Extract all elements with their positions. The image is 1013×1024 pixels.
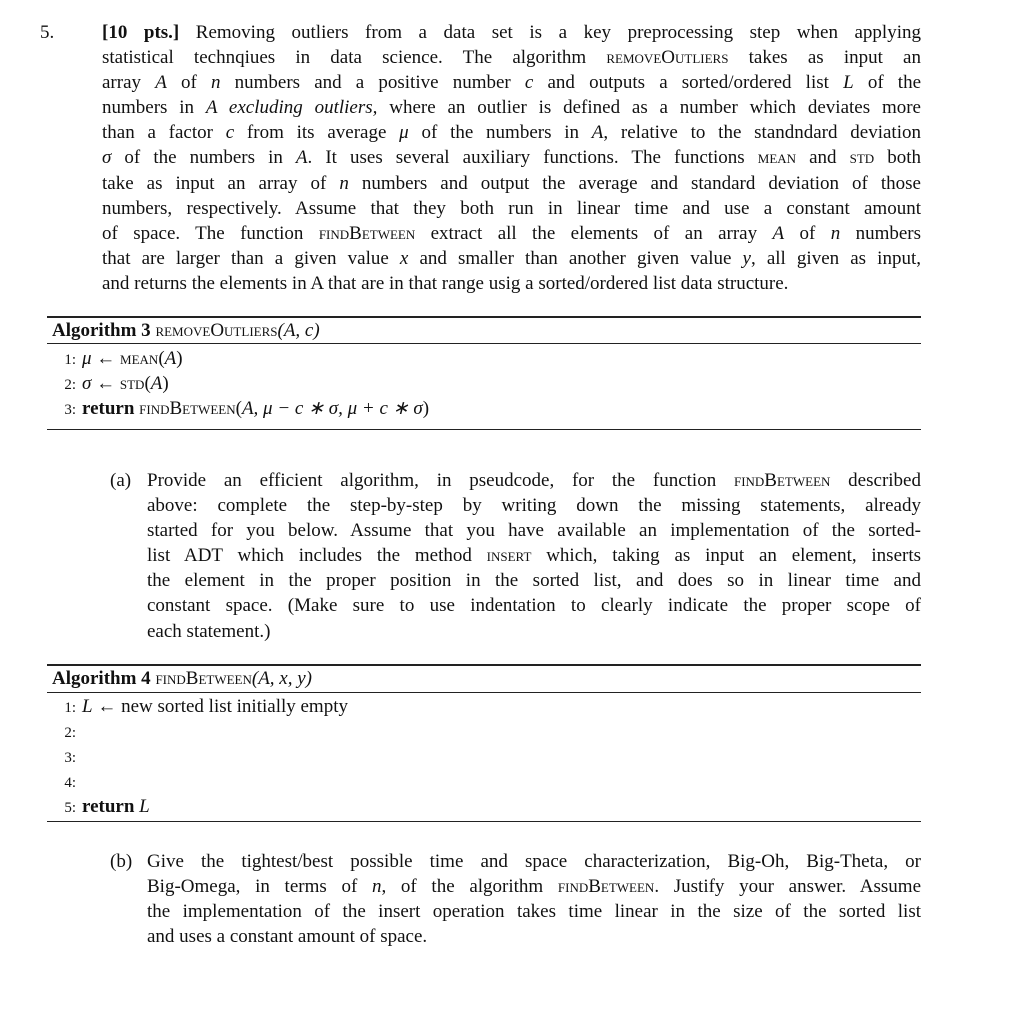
text-segment: return [82,398,140,419]
text-line [147,899,921,924]
text-line [147,849,921,874]
text-segment: started for you below. Assume that you have available an implementation of the sorted- [147,520,921,542]
text-segment: A [155,72,167,94]
algorithm-step [50,694,348,719]
text-segment: A excluding outliers, [205,97,378,119]
line-number: 5: [64,800,76,816]
text-segment: above: complete the step-by-step by writing down the missing statements, already [147,495,921,517]
text-segment: ( [144,373,151,394]
text-segment: of [166,72,211,94]
text-segment: array [102,72,156,94]
algorithm-header-rule [47,343,921,344]
text-segment: mean [120,348,159,369]
text-segment: c [225,122,235,144]
text-line [147,493,921,518]
text-line [102,271,921,296]
part-b-text [147,849,921,949]
text-segment: insert [486,545,532,567]
text-line [102,171,921,196]
text-segment: . It uses several auxiliary functions. The functions [307,147,758,169]
text-line [147,593,921,618]
line-number: 2: [64,725,76,741]
algorithm-step [50,371,169,396]
algorithm-args: (A, c) [277,320,320,341]
line-number: 4: [64,775,76,791]
text-segment: std [119,373,145,394]
text-segment: of space. The function [102,222,319,244]
text-segment: findBetween [318,222,416,244]
algorithm-step [50,769,82,794]
text-segment: of the numbers in [111,147,296,169]
part-a-text [147,468,921,644]
text-line [147,568,921,593]
text-segment: numbers and a positive number [220,72,525,94]
algorithm-label: Algorithm 4 [52,668,151,689]
text-segment: and outputs a sorted/ordered list [533,72,844,94]
text-segment: and smaller than another given value [408,247,743,269]
text-segment: ← [91,373,120,394]
text-segment: from its average [234,122,400,144]
text-segment: removeOutliers [606,47,729,69]
text-segment: and uses a constant amount of space. [147,926,428,948]
text-segment: the element in the proper position in the sorted list, and does so in linear time and [147,570,921,592]
text-segment: L [139,796,150,817]
text-segment: . Justify your answer. Assume [654,876,922,898]
text-segment: ) [162,373,169,394]
text-line [102,246,921,271]
text-segment: takes as input an [728,47,921,69]
problem-statement [102,20,921,296]
problem-number: 5. [40,22,55,43]
text-segment: numbers in [102,97,206,119]
algorithm-4-header [52,666,312,691]
text-segment: , of the algorithm [381,876,558,898]
text-segment: findBetween [733,470,831,491]
text-segment: σ [82,373,92,394]
text-segment: the implementation of the insert operation takes time linear in the size of the sorted list [147,901,921,923]
text-segment: of the numbers in [408,122,592,144]
text-segment: σ [102,147,112,169]
text-line [102,95,921,120]
algorithm-header-rule [47,692,921,693]
text-segment: than a factor [102,122,226,144]
text-segment: Provide an efficient algorithm, in pseudcode, for the function [147,470,734,491]
text-segment: findBetween [557,876,655,898]
text-line [102,20,921,45]
text-segment: list ADT which includes the method [147,545,487,567]
text-segment: ← [91,348,121,369]
text-segment: statistical technqiues in data science. The algorithm [102,47,607,69]
line-number: 3: [64,750,76,766]
text-segment: ( [235,398,242,419]
algorithm-step [50,744,82,769]
algorithm-step [50,794,150,819]
text-line [147,874,921,899]
algorithm-step [50,396,429,421]
text-segment: ( [158,348,165,369]
text-line [102,45,921,70]
text-segment: , all given as input, [750,247,921,269]
text-line [102,145,921,170]
text-segment: Removing outliers from a data set is a key preprocessing step when applying [179,22,921,43]
text-segment: described [830,470,921,491]
text-segment: y [742,247,751,269]
text-segment: where an outlier is defined as a number which deviates more [377,97,921,119]
text-segment: Give the tightest/best possible time and space characterization, Big-Oh, Big-Theta, or [147,851,921,872]
text-segment: constant space. (Make sure to use indentation to clearly indicate the proper scope of [147,595,921,617]
line-number: 1: [64,700,76,716]
text-line [147,468,921,493]
text-segment: numbers, respectively. Assume that they both run in linear time and use a constant amount [102,197,921,219]
text-segment: A [772,222,785,244]
text-line [102,196,921,221]
text-line [147,518,921,543]
text-segment: n [830,222,841,244]
line-number: 2: [64,377,76,393]
text-segment: take as input an array of [102,172,340,194]
algorithm-label: Algorithm 3 [52,320,151,341]
algorithm-3-header [52,318,320,343]
text-segment: extract all the elements of an array [415,222,773,244]
text-line [147,924,921,949]
text-segment: numbers and output the average and standard deviation of those [348,172,921,194]
text-segment: A, μ − c ∗ σ, μ + c ∗ σ [241,398,423,419]
algorithm-step [50,719,82,744]
text-segment: and [796,147,850,169]
text-line [102,120,921,145]
text-segment: n [371,876,382,898]
text-segment: which, taking as input an element, inserts [531,545,922,567]
algorithm-name: removeOutliers [155,320,278,341]
text-segment: A [295,147,308,169]
text-line [147,619,921,644]
text-segment: A [591,122,604,144]
text-segment: x [399,247,409,269]
algorithm-args: (A, x, y) [251,668,313,689]
text-segment: and returns the elements in A that are in that range usig a sorted/ordered list data structure. [102,272,789,294]
text-segment: L [82,696,93,717]
text-segment: n [339,172,349,194]
text-segment: findBetween [139,398,236,419]
text-line [147,543,921,568]
text-segment: A [164,348,177,369]
text-segment: of [784,222,831,244]
algorithm-name: findBetween [155,668,252,689]
line-number: 3: [64,402,76,418]
text-segment: L [843,72,854,94]
text-segment: μ [399,122,409,144]
text-segment: ) [176,348,183,369]
text-segment: , relative to the standndard deviation [603,122,921,144]
text-segment: Big-Omega, in terms of [147,876,372,898]
algorithm-bottom-rule [47,821,921,822]
text-segment: μ [82,348,92,369]
text-segment: A [150,373,163,394]
text-segment: of the [853,72,922,94]
text-segment: both [874,147,921,169]
text-segment: n [210,72,221,94]
text-segment: numbers [840,222,921,244]
text-segment: ) [422,398,430,419]
text-segment: c [524,72,534,94]
algorithm-step [50,346,183,371]
part-a-label: (a) [110,470,132,491]
text-segment: [10 pts.] [102,22,180,43]
algorithm-bottom-rule [47,429,921,430]
text-segment: std [849,147,875,169]
line-number: 1: [64,352,76,368]
text-line [102,70,921,95]
text-line [102,221,921,246]
text-segment: mean [757,147,797,169]
text-segment: that are larger than a given value [102,247,400,269]
text-segment: each statement.) [147,620,271,642]
text-segment: return [82,796,140,817]
text-segment: ← new sorted list initially empty [92,696,348,717]
part-b-label: (b) [110,851,133,872]
